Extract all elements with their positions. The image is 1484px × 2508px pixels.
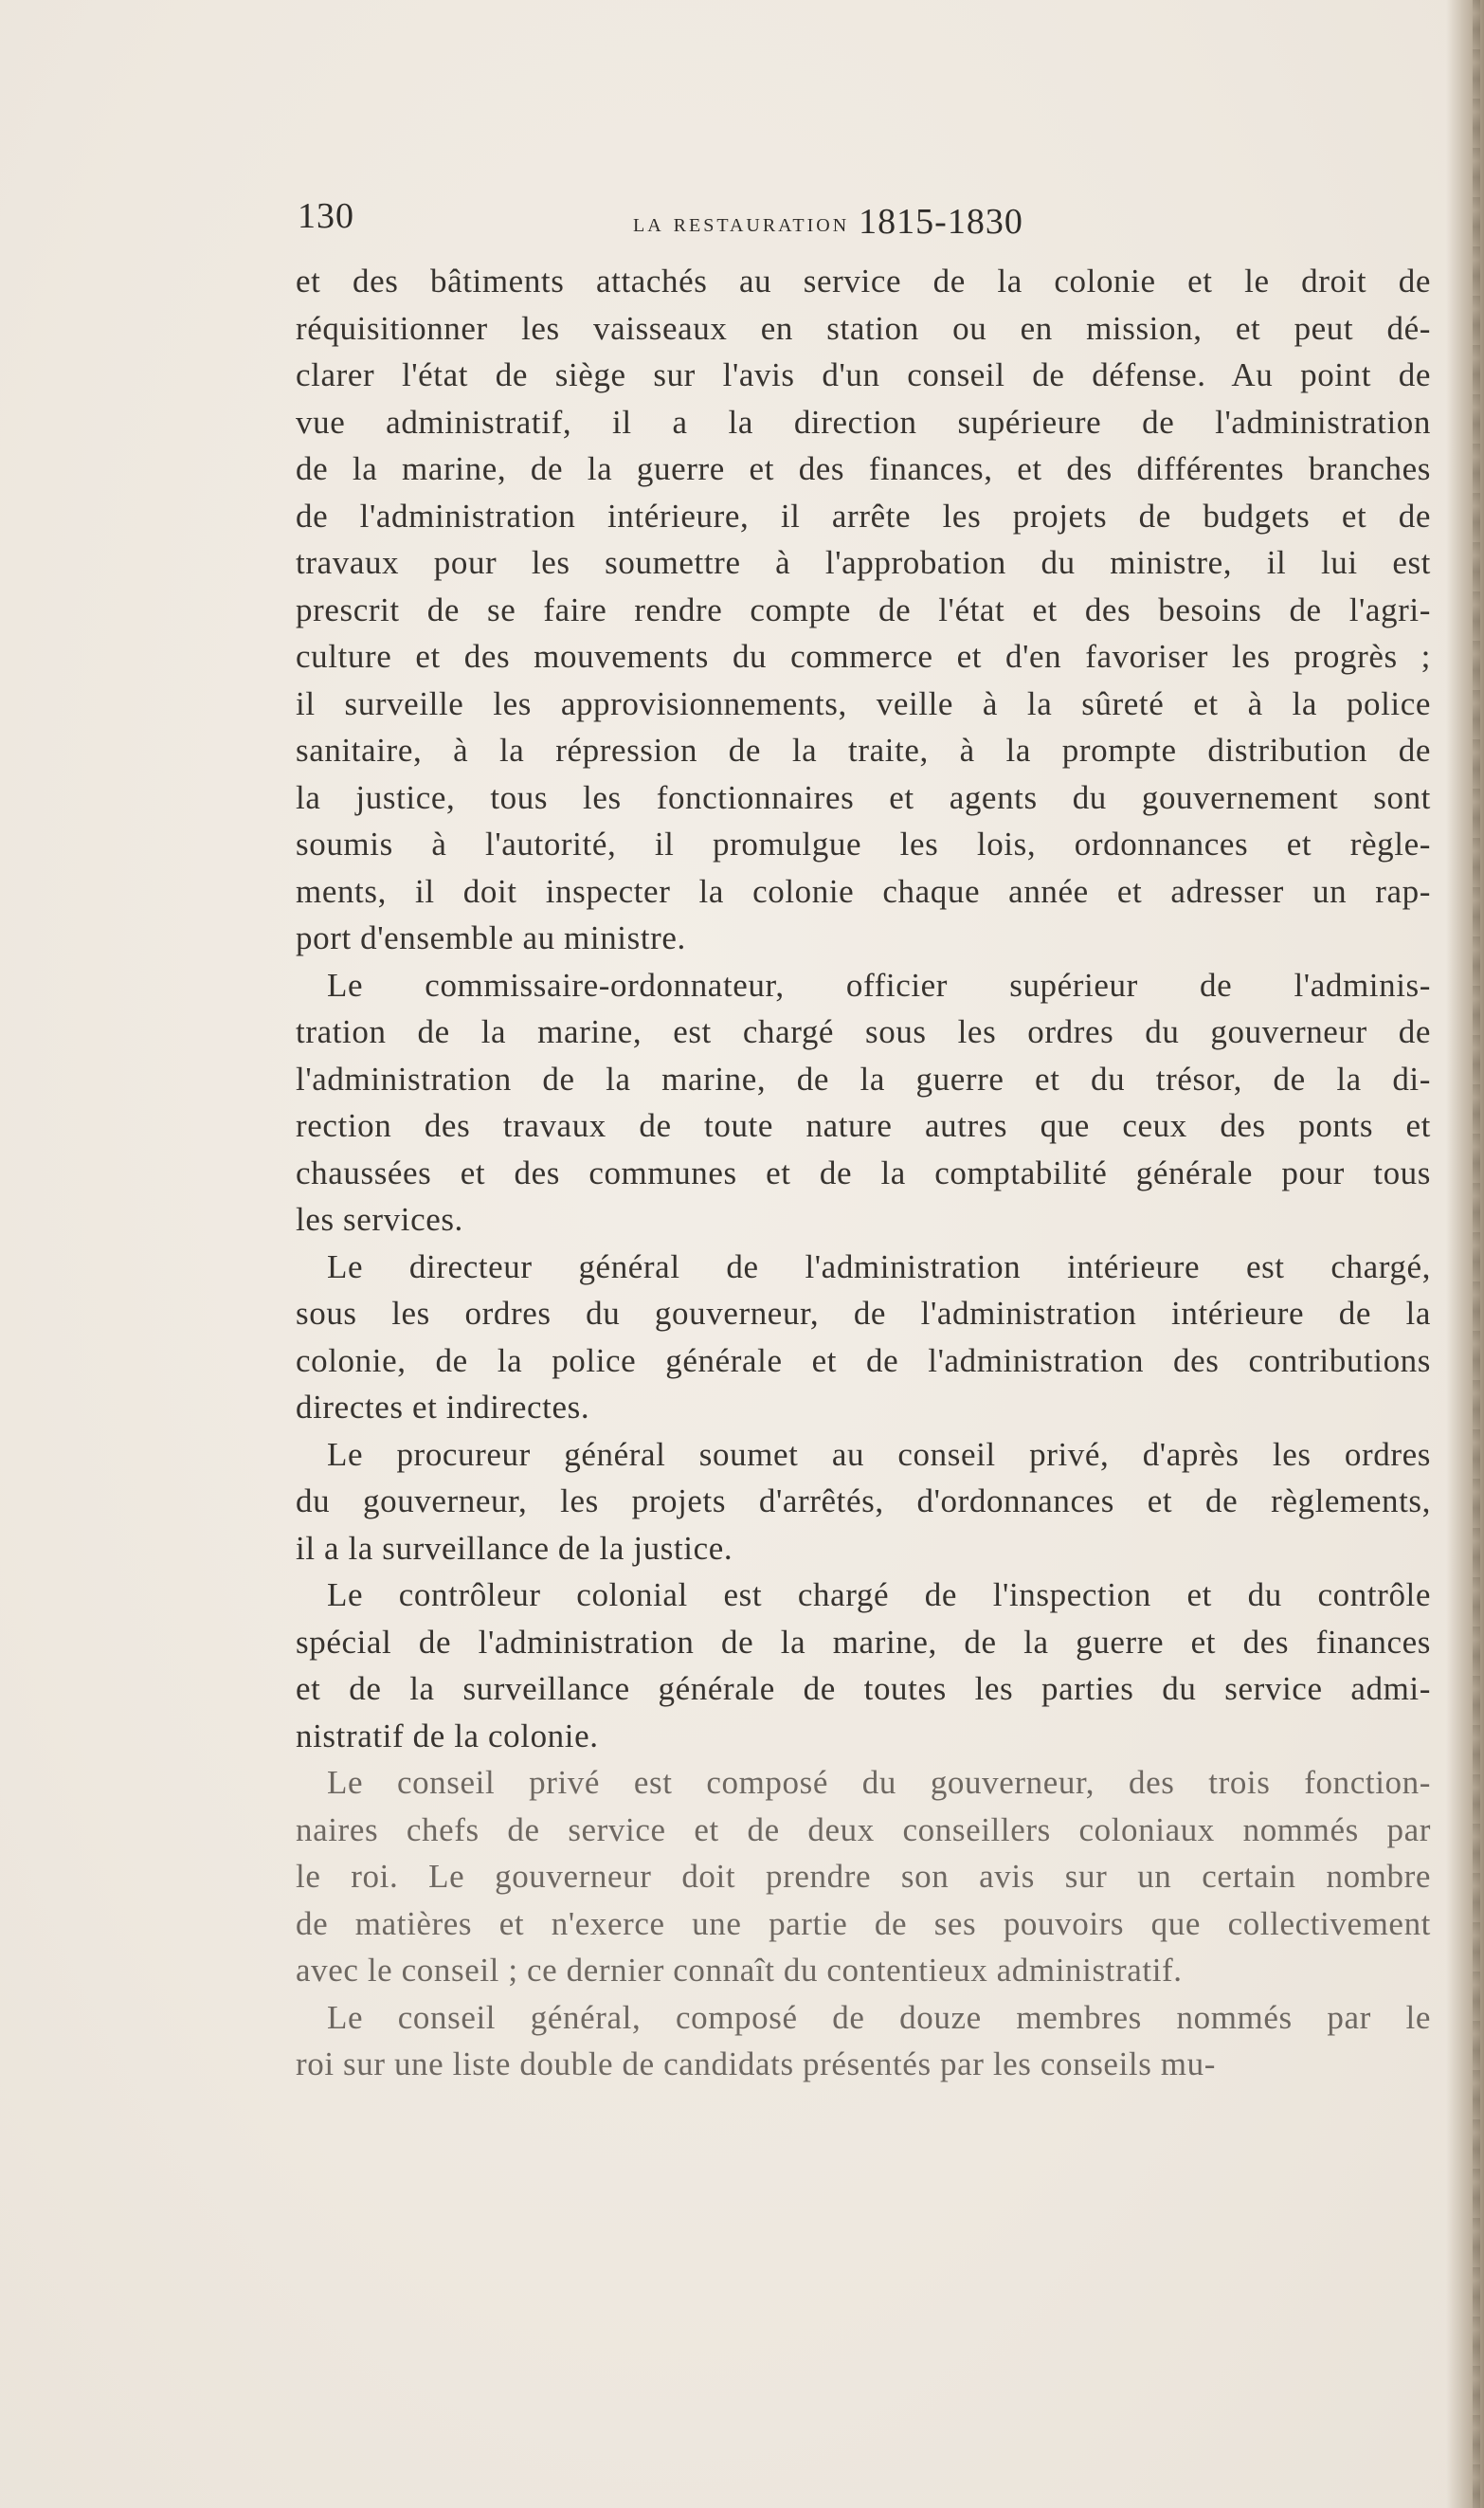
text-line: travaux pour les soumettre à l'approbation du ministre, il lui est	[296, 544, 1431, 581]
body-text	[296, 258, 1431, 2088]
page-edge-shadow	[1446, 0, 1484, 2508]
text-line: de la marine, de la guerre et des finances, et des différentes branches	[296, 450, 1431, 487]
text-line: soumis à l'autorité, il promulgue les lois, ordonnances et règle-	[296, 826, 1431, 863]
text-line: spécial de l'administration de la marine, de la guerre et des finances	[296, 1623, 1431, 1661]
paragraph	[296, 258, 1431, 962]
text-line: de l'administration intérieure, il arrête les projets de budgets et de	[296, 497, 1431, 535]
text-line: prescrit de se faire rendre compte de l'état et des besoins de l'agri-	[296, 591, 1431, 628]
text-line: port d'ensemble au ministre.	[296, 919, 686, 956]
paragraph	[296, 962, 1431, 1244]
text-line: tration de la marine, est chargé sous les ordres du gouverneur de	[296, 1013, 1431, 1050]
text-line: vue administratif, il a la direction supérieure de l'administration	[296, 403, 1431, 441]
text-line: Le procureur général soumet au conseil privé, d'après les ordres	[327, 1435, 1431, 1473]
text-line: Le conseil privé est composé du gouverneur, des trois fonction-	[327, 1764, 1431, 1801]
paragraph	[296, 1244, 1431, 1431]
text-line: du gouverneur, les projets d'arrêtés, d'ordonnances et de règlements,	[296, 1482, 1431, 1519]
text-line: culture et des mouvements du commerce et d'en favoriser les progrès ;	[296, 638, 1431, 675]
paragraph	[296, 1431, 1431, 1572]
text-line: la justice, tous les fonctionnaires et agents du gouvernement sont	[296, 778, 1431, 816]
text-line: nistratif de la colonie.	[296, 1717, 599, 1754]
text-line: avec le conseil ; ce dernier connaît du contentieux administratif.	[296, 1952, 1183, 1989]
text-line: l'administration de la marine, de la guerre et du trésor, de la di-	[296, 1060, 1431, 1098]
text-line: chaussées et des communes et de la comptabilité générale pour tous	[296, 1154, 1431, 1191]
page-number: 130	[298, 196, 354, 236]
text-line: sanitaire, à la répression de la traite, à la prompte distribution de	[296, 732, 1431, 769]
running-title-years: 1815-1830	[859, 202, 1023, 242]
text-line: il surveille les approvisionnements, veille à la sûreté et à la police	[296, 684, 1431, 722]
text-line: le roi. Le gouverneur doit prendre son avis sur un certain nombre	[296, 1858, 1431, 1895]
text-line: il a la surveillance de la justice.	[296, 1529, 733, 1567]
text-line: et de la surveillance générale de toutes les parties du service admi-	[296, 1670, 1431, 1707]
text-line: sous les ordres du gouverneur, de l'administration intérieure de la	[296, 1295, 1431, 1332]
text-line: de matières et n'exerce une partie de ses pouvoirs que collectivement	[296, 1904, 1431, 1942]
text-line: Le conseil général, composé de douze membres nommés par le	[327, 1998, 1431, 2036]
text-line: réquisitionner les vaisseaux en station ou en mission, et peut dé-	[296, 309, 1431, 347]
text-line: roi sur une liste double de candidats présentés par les conseils mu-	[296, 2045, 1216, 2082]
text-line: Le directeur général de l'administration intérieure est chargé,	[327, 1247, 1431, 1285]
text-line: directes et indirectes.	[296, 1389, 590, 1426]
text-line: naires chefs de service et de deux conseillers coloniaux nommés par	[296, 1810, 1431, 1848]
paragraph	[296, 1572, 1431, 1759]
text-line: colonie, de la police générale et de l'administration des contributions	[296, 1341, 1431, 1379]
text-line: et des bâtiments attachés au service de la colonie et le droit de	[296, 263, 1431, 300]
text-line: rection des travaux de toute nature autres que ceux des ponts et	[296, 1107, 1431, 1144]
text-line: les services.	[296, 1201, 463, 1238]
paragraph	[296, 1759, 1431, 1994]
text-line: ments, il doit inspecter la colonie chaque année et adresser un rap-	[296, 872, 1431, 910]
running-title	[633, 199, 1023, 241]
page-header	[298, 195, 1435, 241]
text-line: clarer l'état de siège sur l'avis d'un conseil de défense. Au point de	[296, 356, 1431, 393]
paragraph	[296, 1994, 1431, 2088]
text-line: Le contrôleur colonial est chargé de l'inspection et du contrôle	[327, 1576, 1431, 1613]
text-line: Le commissaire-ordonnateur, officier supérieur de l'adminis-	[327, 966, 1431, 1004]
running-title-text: la restauration	[633, 209, 850, 238]
